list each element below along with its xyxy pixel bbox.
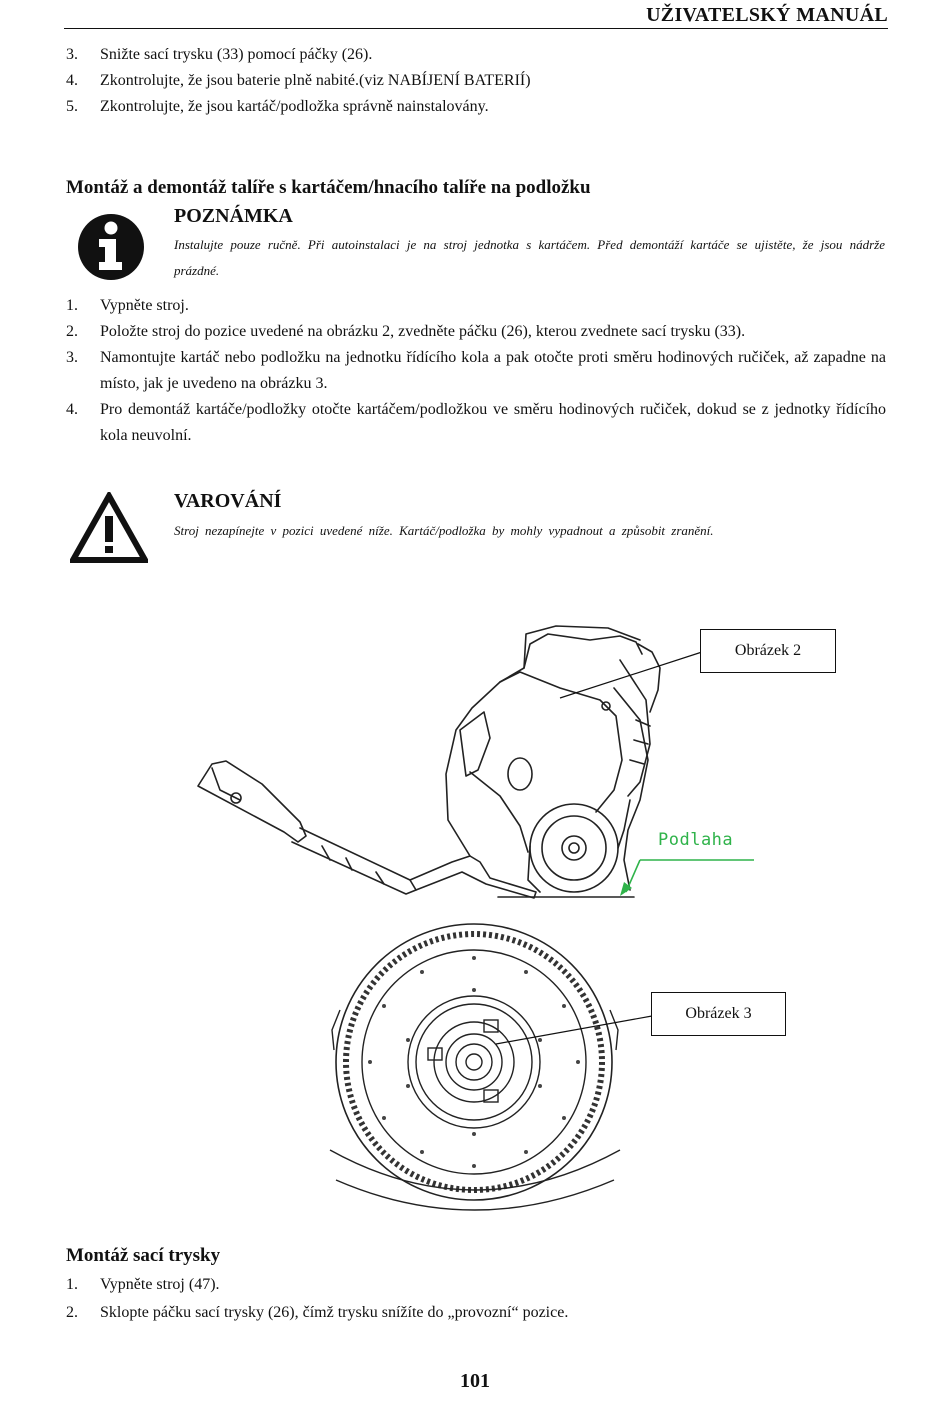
step-text: Sklopte páčku sací trysky (26), čímž trysku snížíte do „provozní“ pozice. [100, 1304, 569, 1321]
brush-plate-holes [368, 956, 580, 1168]
step-text: Pro demontáž kartáče/podložky otočte kartáčem/podložkou ve směru hodinových ručiček, dokud se z jednotky řídícího kola neuvolní. [100, 401, 886, 444]
warning-triangle-icon [70, 492, 148, 564]
list-item [66, 319, 886, 345]
warning-text: Stroj nezapínejte v pozici uvedené níže. Kartáč/podložka by mohly vypadnout a způsobit zranění. [174, 523, 714, 538]
step-text: Položte stroj do pozice uvedené na obrázku 2, zvedněte páčku (26), kterou zvednete sací trysku (33). [100, 323, 746, 340]
note-title: POZNÁMKA [174, 205, 293, 227]
list-item [66, 42, 886, 68]
step-number: 5. [66, 98, 78, 115]
section-heading-squeegee-mounting: Montáž sací trysky [66, 1245, 221, 1266]
figure2-leader-line [560, 652, 702, 698]
floor-label: Podlaha [658, 830, 734, 850]
list-item [66, 397, 886, 449]
step-text: Snižte sací trysku (33) pomocí páčky (26). [100, 46, 373, 63]
step-number: 3. [66, 46, 78, 63]
step-number: 4. [66, 401, 78, 418]
step-number: 1. [66, 297, 78, 314]
step-text: Zkontrolujte, že jsou baterie plně nabité.(viz NABÍJENÍ BATERIÍ) [100, 72, 531, 89]
mounting-step-list [66, 293, 886, 449]
squeegee-step-list [66, 1271, 886, 1327]
note-text: Instalujte pouze ručně. Při autoinstalaci je na stroj jednotka s kartáčem. Před demontáží kartáče se ujistěte, že jsou nádrže prázdné. [174, 237, 885, 278]
list-item [66, 68, 886, 94]
figure3-leader-line [496, 1016, 652, 1044]
list-item [66, 293, 886, 319]
step-number: 2. [66, 323, 78, 340]
page-number: 101 [460, 1370, 490, 1392]
step-text: Namontujte kartáč nebo podložku na jednotku řídícího kola a pak otočte proti směru hodinových ručiček, až zapadne na místo, jak je uvedeno na obrázku 3. [100, 349, 886, 392]
machine-tilted-drawing [198, 626, 660, 898]
running-header [64, 4, 888, 29]
list-item [66, 345, 886, 397]
step-text: Vypněte stroj (47). [100, 1276, 220, 1293]
intro-step-list [66, 42, 886, 120]
section-heading-brush-mounting: Montáž a demontáž talíře s kartáčem/hnacího talíře na podložku [66, 177, 591, 198]
warning-title: VAROVÁNÍ [174, 490, 282, 512]
figure2-callout: Obrázek 2 [700, 629, 836, 673]
list-item [66, 1299, 886, 1327]
floor-leader-line [626, 860, 754, 892]
step-number: 2. [66, 1304, 78, 1321]
step-text: Vypněte stroj. [100, 297, 189, 314]
manual-title: UŽIVATELSKÝ MANUÁL [646, 4, 888, 26]
step-number: 4. [66, 72, 78, 89]
list-item [66, 94, 886, 120]
list-item [66, 1271, 886, 1299]
machine-illustrations [0, 580, 950, 1220]
figure3-callout: Obrázek 3 [651, 992, 786, 1036]
step-number: 1. [66, 1276, 78, 1293]
step-number: 3. [66, 349, 78, 366]
info-icon [74, 210, 148, 284]
step-text: Zkontrolujte, že jsou kartáč/podložka správně nainstalovány. [100, 98, 489, 115]
